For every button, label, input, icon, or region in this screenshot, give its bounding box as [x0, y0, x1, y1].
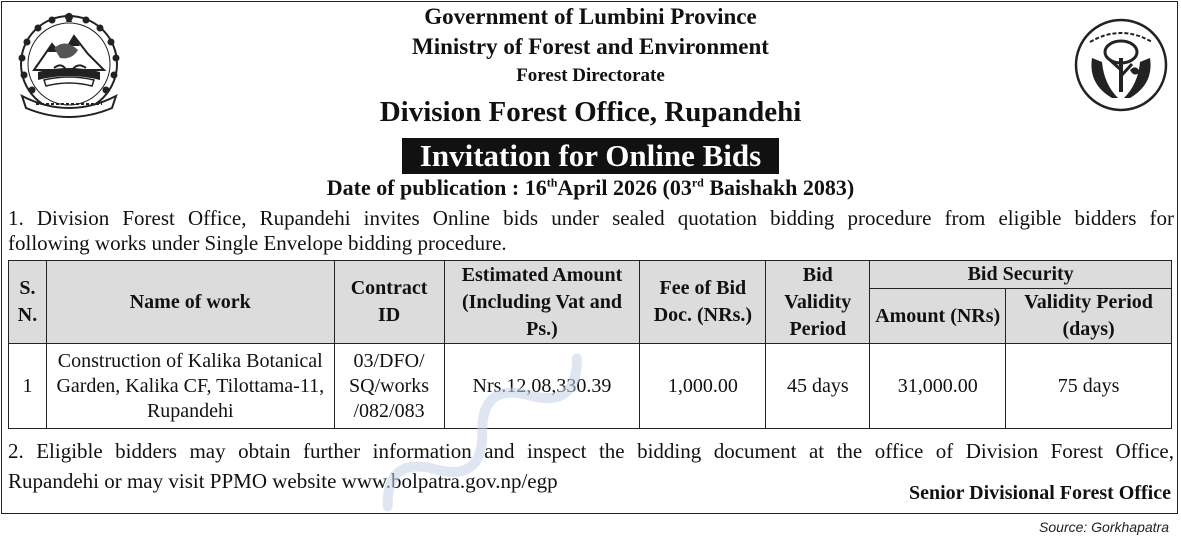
publication-day: 16: [524, 175, 547, 200]
cell-estimated-amount: Nrs.12,08,330.39: [444, 344, 640, 429]
ministry-title: Ministry of Forest and Environment: [412, 34, 769, 59]
publication-month-year: April 2026: [557, 175, 658, 200]
publication-label: Date of publication :: [326, 175, 520, 200]
header-fee-of-bid-doc: Fee of Bid Doc. (NRs.): [640, 261, 766, 344]
publication-day-suffix: th: [546, 175, 558, 190]
header-security-validity: Validity Period (days): [1006, 289, 1172, 344]
table-row: [9, 344, 1172, 429]
header-security-amount: Amount (NRs): [870, 289, 1006, 344]
cell-validity: 45 days: [766, 344, 870, 429]
office-title: Division Forest Office, Rupandehi: [379, 96, 802, 128]
invitation-line-1: 1. Division Forest Office, Rupandehi invites Online bids under sealed quotation bidding procedure from eligible bidders for: [8, 206, 1174, 230]
cell-contract-id: 03/DFO/ SQ/works /082/083: [334, 344, 444, 429]
bids-table: [8, 260, 1172, 429]
header-sn: S. N.: [9, 261, 47, 344]
signoff: Senior Divisional Forest Office: [908, 482, 1171, 504]
invitation-paragraph: [8, 206, 1174, 256]
eligibility-line-1: 2. Eligible bidders may obtain further information and inspect the bidding document at the office of Division Forest Office,: [8, 439, 1174, 463]
header-bid-validity: Bid Validity Period: [766, 261, 870, 344]
cell-security-amount: 31,000.00: [870, 344, 1006, 429]
cell-name-of-work: Construction of Kalika Botanical Garden, Kalika CF, Tilottama-11, Rupandehi: [46, 344, 334, 429]
government-title: Government of Lumbini Province: [424, 4, 757, 29]
publication-date: [0, 175, 1181, 201]
directorate-title: Forest Directorate: [516, 65, 665, 86]
source-credit: Source: Gorkhapatra: [1039, 519, 1169, 535]
publication-nepali-rest: Baishakh 2083): [709, 175, 855, 200]
cell-sn: 1: [9, 344, 47, 429]
header-contract-id: Contract ID: [334, 261, 444, 344]
header-estimated-amount: Estimated Amount (Including Vat and Ps.): [444, 261, 640, 344]
publication-nepali-suffix: rd: [691, 175, 704, 190]
notice-banner: Invitation for Online Bids: [402, 138, 779, 174]
eligibility-line-2: Rupandehi or may visit PPMO website www.bolpatra.gov.np/egp: [8, 469, 558, 493]
publication-nepali-open: (03: [662, 175, 692, 200]
invitation-line-2: following works under Single Envelope bidding procedure.: [8, 231, 507, 255]
header-name-of-work: Name of work: [46, 261, 334, 344]
cell-fee: 1,000.00: [640, 344, 766, 429]
header-bid-security: Bid Security: [870, 261, 1172, 289]
cell-security-validity: 75 days: [1006, 344, 1172, 429]
